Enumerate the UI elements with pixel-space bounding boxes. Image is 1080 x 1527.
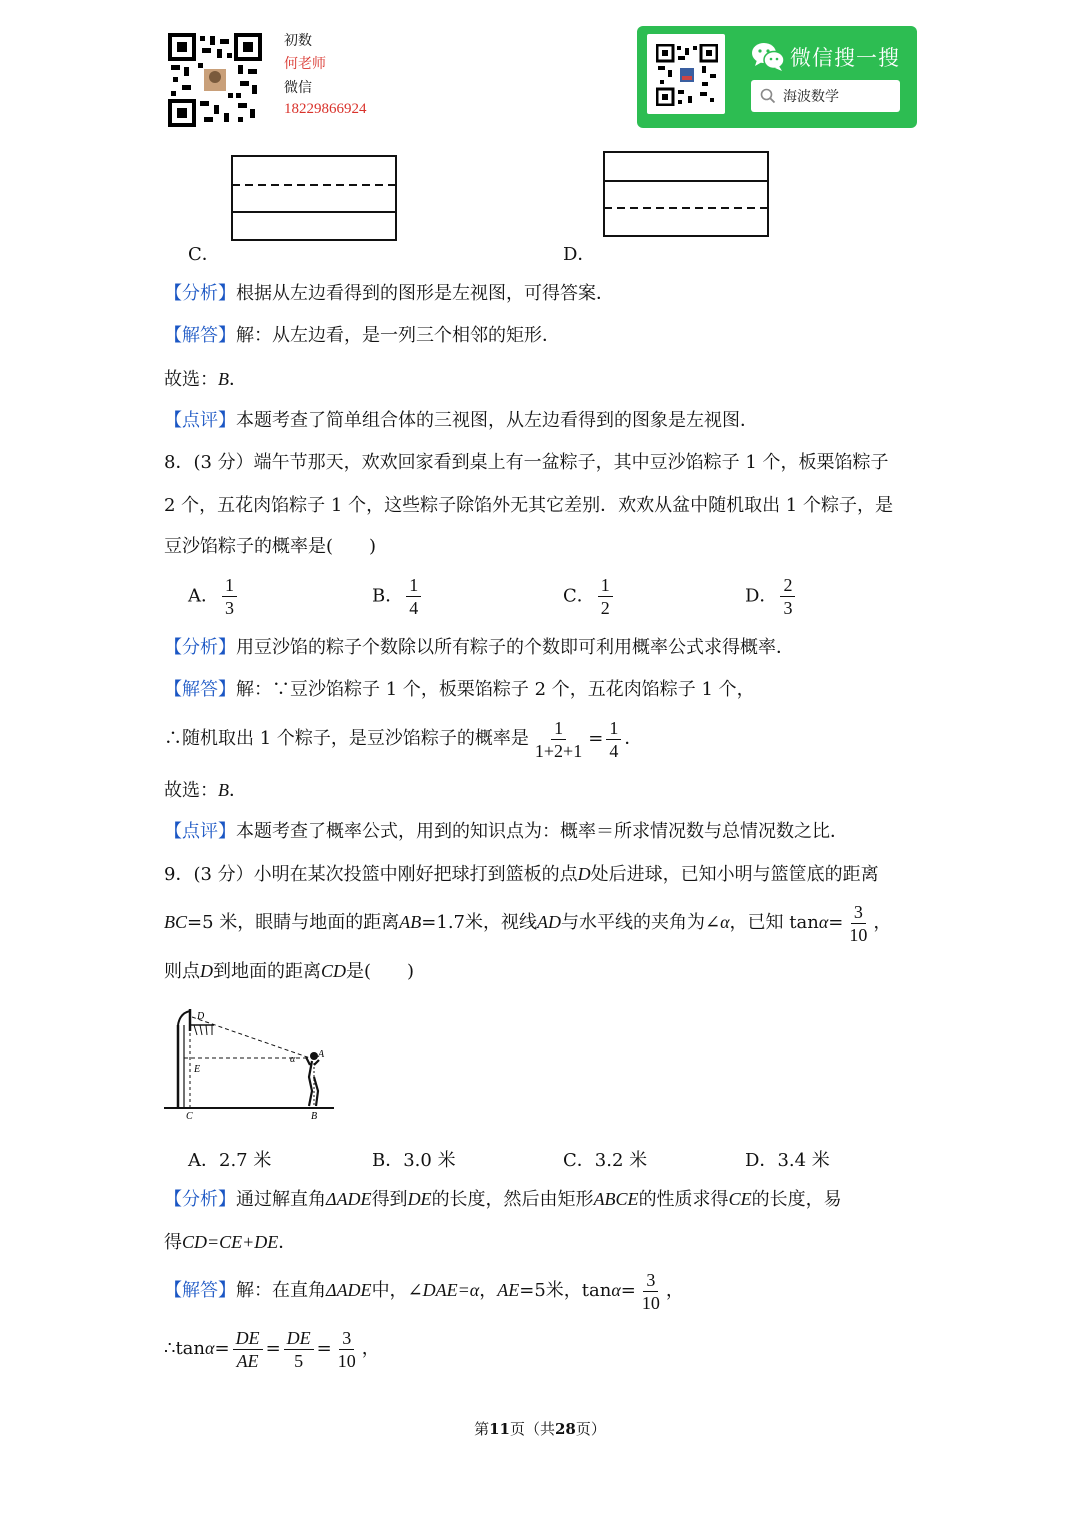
- math: ΔADE: [326, 1189, 372, 1209]
- solution-tag: 【解答】: [164, 679, 236, 700]
- label-b: B: [311, 1111, 318, 1122]
- phone-number: 18229866924: [284, 101, 367, 117]
- frac-num: DE: [284, 1327, 314, 1350]
- q8-choice: [164, 777, 247, 804]
- q9-stem-line-2: [164, 897, 891, 948]
- math: α: [818, 912, 829, 932]
- math: ABCE: [593, 1189, 639, 1209]
- q9-option-a: [188, 1146, 271, 1172]
- option-label: D．: [745, 585, 778, 607]
- label-alpha: α: [290, 1054, 296, 1065]
- text: 得到: [371, 1189, 408, 1210]
- math: α: [720, 912, 730, 932]
- comment-tag: 【点评】: [164, 821, 236, 842]
- wechat-search-text: 海波数学: [783, 89, 839, 105]
- frac-den: 4: [409, 598, 419, 618]
- choice-value: B: [218, 780, 229, 800]
- choice-label: 故选：: [164, 369, 218, 390]
- footer-text: 页）: [575, 1420, 606, 1438]
- equals: =: [828, 912, 844, 933]
- search-icon: [760, 88, 776, 104]
- math: CE: [728, 1189, 752, 1209]
- comment-text: 本题考查了概率公式，用到的知识点为：概率＝所求情况数与总情况数之比．: [236, 821, 848, 842]
- wechat-logo-icon: [751, 42, 785, 72]
- analysis-tag: 【分析】: [164, 1189, 236, 1210]
- footer-text: 页（共: [509, 1420, 555, 1438]
- q8-analysis: [164, 635, 794, 661]
- option-text: 2.7 米: [219, 1150, 272, 1171]
- frac-den: 5: [294, 1350, 304, 1371]
- q8-option-c: [563, 574, 616, 619]
- analysis-tag: 【分析】: [164, 283, 236, 304]
- q8-option-b: [372, 574, 424, 619]
- text: ．: [278, 1232, 297, 1253]
- q9-option-c: [563, 1146, 647, 1172]
- text: 则点: [164, 961, 200, 982]
- choice-dot: ．: [229, 369, 247, 390]
- text: 通过解直角: [236, 1189, 326, 1210]
- q9-option-d: [745, 1146, 830, 1172]
- frac-den: 3: [783, 598, 793, 618]
- frac-den: 3: [225, 598, 234, 618]
- analysis-text: 根据从左边看得到的图形是左视图，可得答案．: [236, 283, 614, 304]
- math: AE: [497, 1280, 520, 1300]
- comment-text: 本题考查了简单组合体的三视图，从左边看得到的图象是左视图．: [236, 410, 758, 431]
- frac-num: DE: [233, 1327, 263, 1350]
- text: ，: [479, 1280, 498, 1301]
- math: CD=CE+DE: [182, 1232, 279, 1252]
- tan-fraction: [639, 1269, 663, 1314]
- comment-tag: 【点评】: [164, 410, 236, 431]
- q9-basketball-figure: [162, 1005, 337, 1125]
- q9-option-b: [372, 1146, 456, 1172]
- math: ∠DAE=α: [407, 1280, 480, 1300]
- q8-stem-line-2: 2 个，五花肉馅粽子 1 个，这些粽子除馅外无其它差别．欢欢从盆中随机取出 1 个粽子，是: [164, 495, 893, 516]
- q9-stem-line-3: [164, 958, 414, 985]
- frac-den: 10: [641, 1292, 660, 1313]
- header-line-1: 初数: [284, 33, 312, 49]
- option-label: A．: [188, 585, 219, 607]
- option-label: B．: [372, 585, 404, 607]
- frac-num: 1: [406, 574, 421, 597]
- text: 的性质求得: [638, 1189, 729, 1210]
- option-label: A．: [188, 1150, 219, 1171]
- step-dot: ．: [624, 728, 643, 749]
- qr-code-left: [168, 33, 262, 127]
- q9-solution-step-2: [164, 1323, 380, 1374]
- q8-stem-line-1: 8．(3 分）端午节那天，欢欢回家看到桌上有一盆粽子，其中豆沙馅粽子 1 个，板栗馅粽子: [164, 452, 889, 473]
- equals: =: [588, 728, 604, 749]
- frac-num: 3: [339, 1327, 354, 1350]
- option-label: C．: [563, 1150, 595, 1171]
- total-pages: 28: [555, 1420, 576, 1438]
- frac-num: 3: [643, 1269, 658, 1292]
- option-fraction: [598, 574, 613, 619]
- option-text: 3.0 米: [403, 1150, 456, 1171]
- q8-solution: [164, 677, 755, 703]
- text: 解：在直角: [236, 1280, 326, 1301]
- wechat-search-banner[interactable]: [637, 26, 917, 128]
- text: 到地面的距离: [213, 961, 321, 982]
- text: 的长度，易: [751, 1189, 842, 1210]
- solution-text: 解：从左边看，是一列三个相邻的矩形．: [236, 325, 560, 346]
- q8-option-d: [745, 574, 798, 619]
- text: 是( ): [346, 961, 415, 982]
- step-fraction-2: [606, 717, 621, 762]
- footer-text: 第: [474, 1420, 490, 1438]
- option-label: B．: [372, 1150, 404, 1171]
- math: AD: [537, 912, 561, 932]
- q7-solution: [164, 323, 560, 349]
- q7-option-d-label: D．: [563, 244, 596, 265]
- text: ，: [361, 1338, 380, 1359]
- figure-option-d: [602, 150, 770, 238]
- text: =1.7米，视线: [421, 912, 537, 933]
- math: BC: [164, 912, 188, 932]
- step-fraction-2: [284, 1327, 314, 1372]
- figure-option-c: [230, 154, 398, 242]
- choice-value: B: [218, 369, 229, 389]
- text: 得: [164, 1232, 182, 1253]
- page-number: 11: [489, 1420, 510, 1438]
- frac-num: 2: [780, 574, 795, 597]
- step-fraction-1: [233, 1327, 263, 1372]
- frac-num: 1: [598, 574, 613, 597]
- math: AB: [399, 912, 422, 932]
- text: tan: [581, 1280, 612, 1301]
- q9-analysis: [164, 1186, 842, 1213]
- math: D: [577, 864, 591, 884]
- frac-num: 1: [222, 574, 237, 597]
- equals: =: [316, 1338, 332, 1359]
- option-fraction: [406, 574, 421, 619]
- frac-num: 3: [851, 901, 866, 924]
- equals: =: [214, 1338, 230, 1359]
- frac-den: AE: [236, 1350, 259, 1371]
- frac-num: 1: [551, 717, 566, 740]
- text: ，已知 tan: [729, 912, 819, 933]
- math: ΔADE: [326, 1280, 372, 1300]
- math: α: [205, 1338, 215, 1358]
- math: D: [200, 961, 213, 981]
- q9-solution: [164, 1265, 684, 1316]
- wechat-search-title: 微信搜一搜: [790, 46, 900, 70]
- wechat-search-box[interactable]: [751, 80, 900, 112]
- q7-analysis: [164, 281, 614, 307]
- text: =5米，: [519, 1280, 582, 1301]
- math: CD: [321, 961, 347, 981]
- solution-tag: 【解答】: [164, 1280, 236, 1301]
- frac-den: 1+2+1: [534, 740, 583, 761]
- q8-stem-line-3: 豆沙馅粽子的概率是( ): [164, 536, 377, 557]
- step-text: ∴随机取出 1 个粽子，是豆沙馅粽子的概率是: [164, 728, 529, 749]
- frac-den: 10: [337, 1350, 356, 1371]
- q7-choice: [164, 366, 247, 393]
- option-text: 3.4 米: [777, 1150, 830, 1171]
- text: ∴tan: [164, 1338, 206, 1359]
- text: 中，: [371, 1280, 408, 1301]
- text: 的长度，然后由矩形: [431, 1189, 594, 1210]
- qr-code-right-frame: [647, 34, 725, 114]
- frac-num: 1: [606, 717, 621, 740]
- step-fraction-3: [335, 1327, 359, 1372]
- equals: =: [620, 1280, 636, 1301]
- frac-den: 10: [849, 924, 868, 945]
- q8-comment: [164, 819, 848, 845]
- option-text: 3.2 米: [594, 1150, 648, 1171]
- text: ，: [665, 1280, 684, 1301]
- q8-option-a: [188, 574, 240, 619]
- option-label: D．: [745, 1150, 778, 1171]
- math: α: [611, 1280, 621, 1300]
- text: 处后进球，已知小明与篮筐底的距离: [590, 864, 879, 885]
- label-e: E: [194, 1064, 201, 1075]
- header-line-3: 微信: [284, 80, 312, 96]
- choice-label: 故选：: [164, 780, 218, 801]
- q9-analysis-line-2: [164, 1229, 296, 1256]
- text: 9．(3 分）小明在某次投篮中刚好把球打到篮板的点: [164, 864, 578, 885]
- analysis-tag: 【分析】: [164, 637, 236, 658]
- q7-option-c-label: C．: [188, 244, 220, 265]
- option-label: C．: [563, 585, 595, 607]
- frac-den: 4: [609, 740, 619, 761]
- label-d: D: [197, 1011, 205, 1022]
- text: =5 米，眼睛与地面的距离: [187, 912, 400, 933]
- label-c: C: [186, 1111, 193, 1122]
- math: DE: [407, 1189, 432, 1209]
- analysis-text: 用豆沙馅的粽子个数除以所有粽子的个数即可利用概率公式求得概率．: [236, 637, 794, 658]
- option-fraction: [780, 574, 795, 619]
- option-fraction: [222, 574, 237, 619]
- qr-code-right: [656, 44, 718, 106]
- tan-fraction: [846, 901, 870, 946]
- solution-tag: 【解答】: [164, 325, 236, 346]
- q9-stem-line-1: [164, 861, 879, 888]
- q8-solution-step-2: [164, 714, 642, 764]
- page-footer: [0, 1418, 1080, 1439]
- q7-comment: [164, 408, 758, 434]
- text: 与水平线的夹角为∠: [561, 912, 721, 933]
- teacher-name: 何老师: [284, 56, 326, 72]
- text: ，: [873, 912, 892, 933]
- label-a: A: [318, 1049, 325, 1060]
- solution-text: 解：∵豆沙馅粽子 1 个，板栗馅粽子 2 个，五花肉馅粽子 1 个，: [236, 679, 755, 700]
- equals: =: [265, 1338, 281, 1359]
- step-fraction-1: [532, 717, 585, 762]
- frac-den: 2: [600, 598, 610, 618]
- choice-dot: ．: [229, 780, 247, 801]
